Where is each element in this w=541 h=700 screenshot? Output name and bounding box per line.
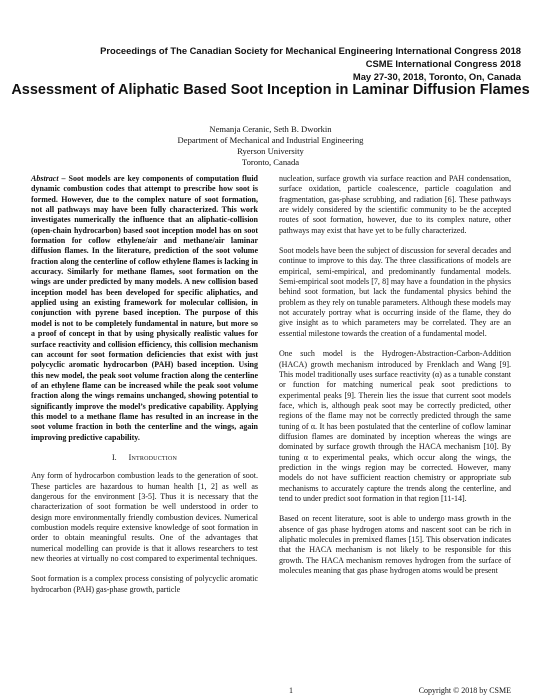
body-paragraph-2: Soot models have been the subject of discussion for several decades and continue to improve to this day. The three classifications of models are empirical, semi-empirical, and predominantly fundamental models. Semi-empirical soot models [7, 8] may have a foundation in the physics behind soot formation, but lack the fundamental physics behind the problem as they rely on tunable parameters. Although these models may not accurately portray what is occurring inside of the flame, they do give insight as to which parameters may be correlated. They are an essential milestone towards the creation of a fundamental model. [279,246,511,338]
right-column [279,174,511,586]
author-university: Ryerson University [237,146,304,156]
author-department: Department of Mechanical and Industrial Engineering [177,135,364,145]
page-number: 1 [289,686,293,695]
body-paragraph-1: nucleation, surface growth via surface reaction and PAH condensation, surface oxidation, particle coalescence, particle coagulation and fragmentation, gas-phase scrubbing, and radiation [6]. These pathways are widely considered by the scientific community to be the accepted routes of soot formation, however, due to its complex nature, other pathways may exist that have yet to be fully characterized. [279,174,511,235]
intro-paragraph-1: Any form of hydrocarbon combustion leads to the generation of soot. These particles are hazardous to human health [1, 2] as well as dangerous for the environment [3-5]. Thus it is necessary that the characterization of soot formation be well understood in order to design more environmentally friendly combustion devices. Numerical combustion models require extensive knowledge of soot formation in order to obtain meaningful results. One of the advantages that numerical modelling can provide is that it allows researchers to test new theories at virtually no cost compared to experimental techniques. [31,471,258,564]
abstract-paragraph [31,174,258,443]
section-number: I. [111,452,117,462]
body-paragraph-4: Based on recent literature, soot is able to undergo mass growth in the absence of gas phase hydrogen atoms and nascent soot can be rich in aliphatic molecules in premixed flames [15]. This observation indicates that the HACA mechanism is not likely to be responsible for this growth. The HACA mechanism removes hydrogen from the surface of molecules meaning that gas phase hydrogen atoms would be present [279,514,511,576]
paper-title: Assessment of Aliphatic Based Soot Inception in Laminar Diffusion Flames [11,82,530,98]
proceedings-header [41,44,521,83]
author-names: Nemanja Ceranic, Seth B. Dworkin [209,124,332,134]
author-location: Toronto, Canada [241,157,300,167]
copyright-notice: Copyright © 2018 by CSME [418,686,511,695]
author-block [0,124,541,168]
proceedings-line: Proceedings of The Canadian Society for Mechanical Engineering International Congress 2018 [100,45,521,56]
section-heading [31,453,258,463]
abstract-text: – Soot models are key components of computation fluid dynamic combustion codes that attempt to prescribe how soot is formed. However, due to the complex nature of soot formation, not all pathways may have been fully characterized. This work investigates numerically the influence that an aliphatic-collision (open-chain hydrocarbon) based soot inception model has on soot formation for coflow ethylene/air and methane/air laminar diffusion flames. In the literature, prediction of the soot volume fraction along the centerline of coflow ethylene flames is lacking in accuracy. Similarly for methane flames, soot formation on the wings are under predicted by many models. A new collision based inception model has been developed for specific aliphatics, and applied using an existing framework for molecular collision, in conjunction with pyrene based inception. The purpose of this model is not to be completely fundamental in nature, but more so a proof of concept in that by using physically realistic values for surface reactivity and collision efficiency, this collision mechanism can account for soot formation deficiencies that exist with just polycyclic aromatic hydrocarbon (PAH) based inception. Using this new model, the peak soot volume fraction along the centerline of an ethylene flame can be increased while the peak soot volume fraction along the wings remains unchanged, showing potential to significantly improve the model’s predicative capability. Applying this model to a methane flame has resulted in an increase in the soot volume fraction in both the centerline and the wings, again improving predictive capability. [31,174,258,442]
congress-line: CSME International Congress 2018 [365,58,521,69]
abstract-label: Abstract [31,174,59,183]
dates-line: May 27-30, 2018, Toronto, On, Canada [352,71,521,82]
body-paragraph-3: One such model is the Hydrogen-Abstraction-Carbon-Addition (HACA) growth mechanism introduced by Frenklach and Wang [9]. This model traditionally uses surface reactivity (α) as a tunable constant or function for matching numerical peak soot predictions to experimental peaks [9]. Therein lies the issue that current soot models face, which is, although peak soot may be correctly predicted, other regions of the flame may not be correctly predicted through the same tuning of α. It has been postulated that the centerline of coflow laminar diffusion flames are dominated by inception whereas the wings are dominated by surface growth through the HACA mechanism [10]. By tuning α to experimental peaks, which occur along the wings, the prediction in the wings region may be corrected. However, many models do not have sufficient reaction chemistry or appropriate sub mechanisms to accurately capture the trends along the centerline, and tend to under predict soot formation in that region [11-14]. [279,349,511,503]
intro-paragraph-2: Soot formation is a complex process consisting of polycyclic aromatic hydrocarbon (PAH) gas-phase growth, particle [31,574,258,594]
left-column [31,174,258,605]
section-title: Introduction [128,452,178,462]
